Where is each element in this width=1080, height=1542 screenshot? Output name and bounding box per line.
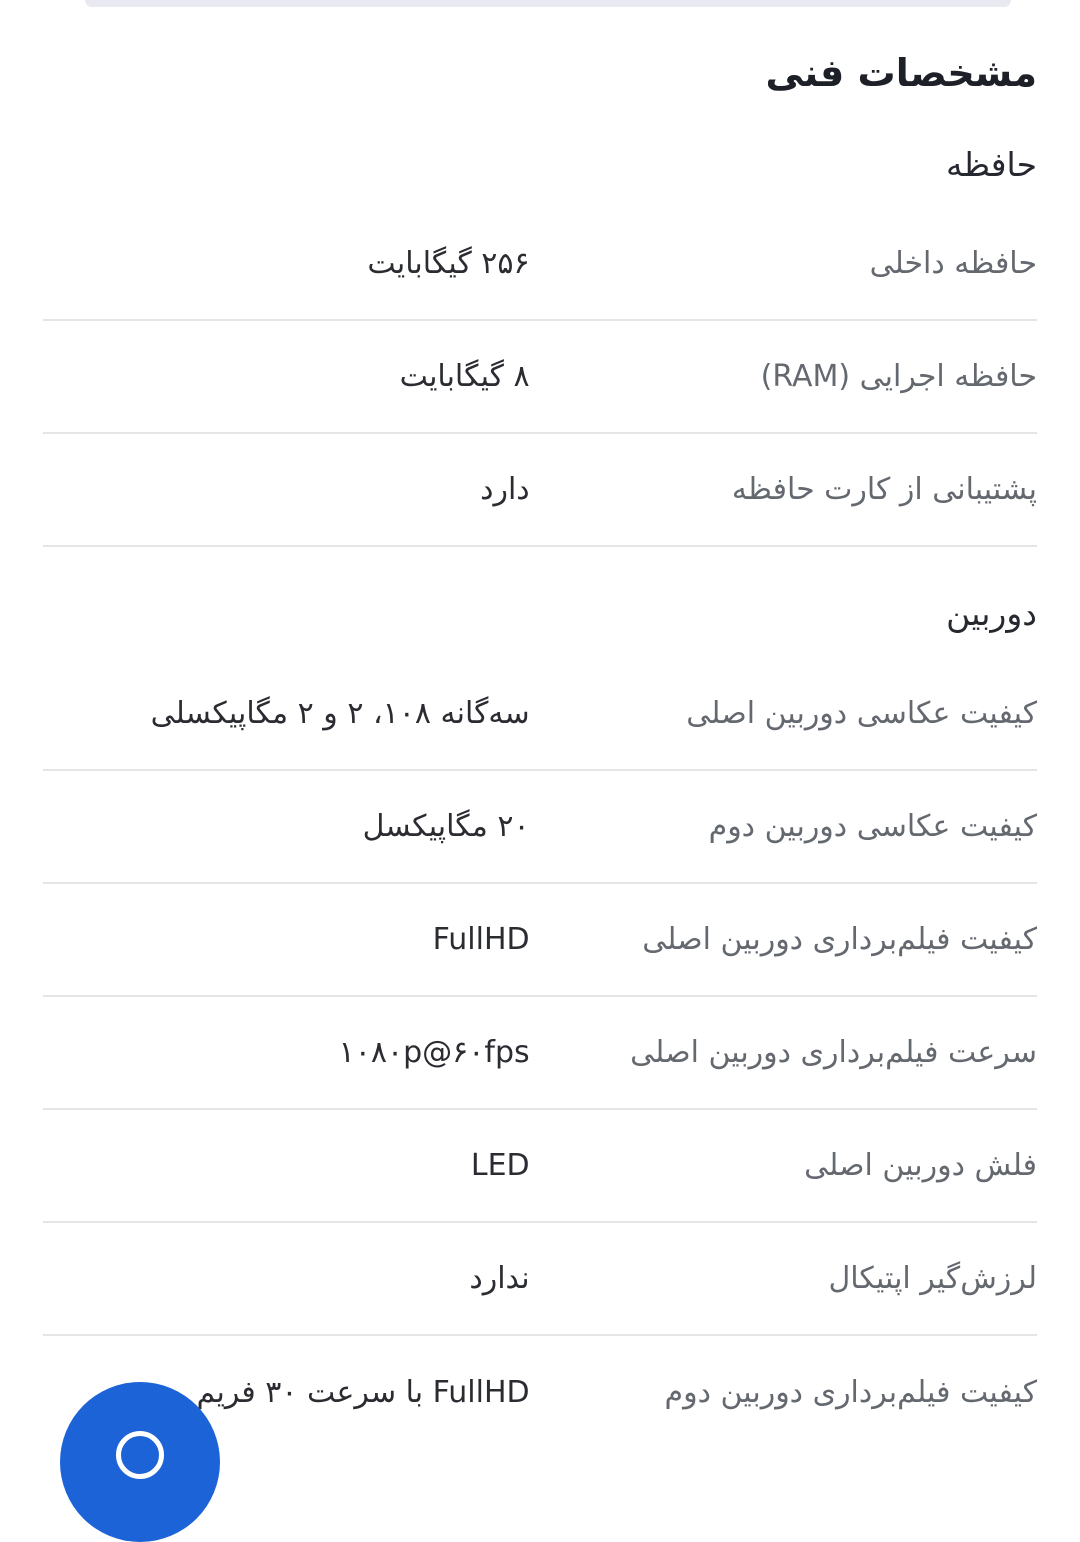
spec-row (43, 1110, 1037, 1223)
spec-row (43, 321, 1037, 434)
spec-label: پشتیبانی از کارت حافظه (731, 471, 1037, 507)
spec-value: LED (470, 1147, 530, 1183)
top-card-remnant (85, 0, 1011, 7)
spec-value: FullHD (432, 921, 530, 957)
spec-label: فلش دوربین اصلی (804, 1147, 1037, 1183)
section-heading: دوربین (946, 594, 1037, 634)
spec-value: سه‌گانه ۱۰۸، ۲ و ۲ مگاپیکسلی (150, 695, 530, 731)
spec-label: کیفیت عکاسی دوربین دوم (708, 808, 1037, 844)
spec-value: ندارد (469, 1260, 530, 1296)
spec-row (43, 997, 1037, 1110)
spec-label: کیفیت فیلم‌برداری دوربین دوم (664, 1374, 1037, 1410)
spec-label: لرزش‌گیر اپتیکال (828, 1260, 1037, 1296)
spec-row (43, 208, 1037, 321)
support-chat-icon (116, 1431, 164, 1479)
spec-sections (43, 98, 1037, 1450)
spec-value: FullHD با سرعت ۳۰ فریم (196, 1374, 530, 1410)
section-heading: حافظه (946, 144, 1037, 184)
spec-value: ۲۵۶ گیگابایت (367, 245, 530, 281)
spec-row (43, 1223, 1037, 1336)
spec-section (43, 547, 1037, 1449)
spec-label: کیفیت فیلم‌برداری دوربین اصلی (642, 921, 1037, 957)
spec-label: کیفیت عکاسی دوربین اصلی (686, 695, 1037, 731)
spec-value: دارد (480, 471, 530, 507)
support-chat-button[interactable] (60, 1382, 220, 1542)
spec-row (43, 884, 1037, 997)
spec-row (43, 434, 1037, 547)
spec-value: ۱۰۸۰p@۶۰fps (338, 1034, 530, 1070)
spec-value: ۲۰ مگاپیکسل (362, 808, 530, 844)
section-rows (43, 208, 1037, 547)
spec-label: حافظه اجرایی (RAM) (760, 358, 1037, 394)
spec-row (43, 658, 1037, 771)
spec-label: حافظه داخلی (869, 245, 1037, 281)
spec-row (43, 771, 1037, 884)
spec-label: سرعت فیلم‌برداری دوربین اصلی (630, 1034, 1037, 1070)
spec-section (43, 98, 1037, 548)
section-rows (43, 658, 1037, 1449)
page-title: مشخصات فنی (765, 51, 1037, 95)
spec-value: ۸ گیگابایت (399, 358, 530, 394)
